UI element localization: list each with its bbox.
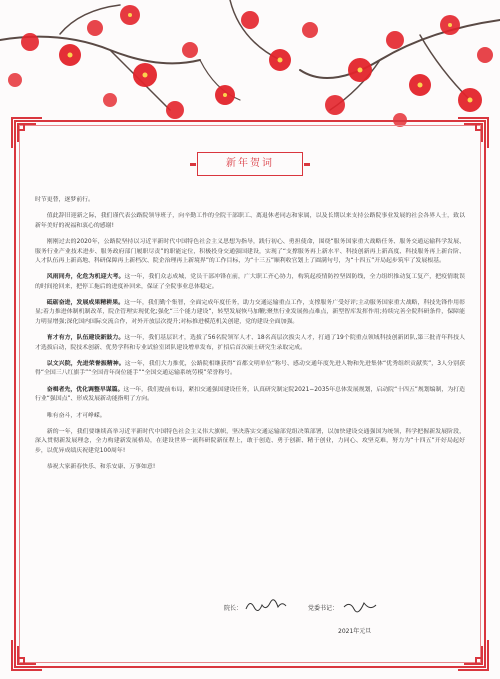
paragraph-lead: 风雨同舟，化危为机迎大考。	[46, 274, 125, 281]
paragraph-lead: 砥砺奋进，发展成果精耕果。	[46, 300, 125, 307]
paragraph-text: 新的一年，我们要继续高举习近平新时代中国特色社会主义伟大旗帜，坚决落实交通运输部党组决策部署，以加快建设交通强国为统领，科学把握新发展阶段，深入贯彻新发展理念，全力构建新发展格局，在建设世界一流科研院新征程上，敢于创造、勇于创新、精于创业，力同心、攻坚克难，努力为“十四五”开好局起好步，以优异成绩庆祝建党100周年!	[35, 429, 465, 454]
secretary-signature	[342, 597, 378, 615]
paragraph-text: 恭祝大家新春快乐、和乐安康、万事如意!	[46, 464, 156, 471]
paragraph-text: 值此辞旧迎新之际，我们谨代表公路院领导班子，向辛勤工作的全院干部职工、离退休老同志和家属，以及长期以来支持公路院事业发展的社会各界人士，致以新年美好的祝福和衷心的感谢!	[35, 213, 465, 229]
paragraph-text: 这一年，我们大力推优，公路院相继获得“首都文明单位”称号、感动交通年度先进人物和先进集体“优秀组织贡献奖”，3人分别获得“全国三八红旗手”“全国青年岗位能手”“全国交通运输系统劳模”荣誉称号。	[35, 360, 465, 377]
paragraph	[35, 238, 465, 266]
corner-ornament-top-left	[10, 116, 44, 150]
paragraph-text: 这一年，我们勤个集智，全面完成年度任务，助力交通运输重点工作，支撑服务广受好评;主动服务国家重大战略，科技先锋作用彰显;着力推进体制机制改革，院企管理实现优化;强化“三个能力建设”，转型发展恢马加鞭;聚焦行业发展热点难点，新型智库发挥作用;持续完善全院科研条件，保障能力明显增强;深化国内国际交流合作，对外开放层次提升;对标推进模范机关创建，党的建设全面加强。	[35, 300, 466, 325]
paragraph	[35, 463, 465, 472]
letter-body	[35, 196, 465, 480]
paragraph	[35, 212, 465, 231]
paragraph	[35, 273, 465, 292]
president-signature	[244, 597, 288, 615]
paragraph-text: 这一年，我们基层识才，选拔了56名院领军人才、18名高层次拔尖人才，打通了19个院重点领域科技创新团队,第三批青年科技人才选拔启动，院技术创新、优势学科和专业试验室团队建设增单发布，扩招后首次硕士研究生录取完成。	[35, 335, 466, 351]
paragraph-lead: 以文兴院，先进荣誉振精神。	[46, 360, 125, 367]
paragraph-text: 唯有奋斗，才可峥嵘。	[46, 412, 106, 419]
paragraph	[35, 334, 465, 353]
paragraph	[35, 360, 465, 379]
paragraph	[35, 386, 465, 405]
paragraph-text: 这一年，我们提前布局，紧扣交通强国建设任务，认真研究制定院2021−2035年总体发展规划，启动院“十四五”规划编制，为打造行业“强国点”、形成发展新动能指明了方向。	[35, 386, 466, 403]
secretary-label: 党委书记：	[308, 605, 339, 612]
paragraph	[35, 428, 465, 456]
paragraph-text: 刚刚过去的2020年，公路院坚持以习近平新时代中国特色社会主义思想为指导，践行初心、勇担使命，围绕“服务国家重大战略任务、服务交通运输科学发展、服务行业产业技术进步、服务政府部门履职尽责”的职能定位，积极投身交通强国建设，实现了“支撑服务再上新水平、科技创新再上新高度、科技服务再上新台阶、人才队伍再上新高地、科研保障再上新档次、院企治理再上新境界”的工作目标，为“十三五”顺利收官划上了圆满句号，为“十四五”开局起步筑牢了发展根基。	[35, 239, 465, 264]
paragraph	[35, 299, 465, 327]
corner-ornament-bottom-left	[10, 638, 44, 672]
page-title: 新年贺词	[226, 158, 274, 169]
paragraph-text: 这一年，我们众志成城，党员干部冲锋在前，广大职工齐心协力，构筑起疫情防控坚固防线，全力组织推动复工复产，把疫情耽误的时间抢回来，把停工拖后的进度补回来，保证了全院事业总体稳定。	[35, 274, 466, 290]
paragraph-lead: 育才有方，队伍建设新鼓力。	[46, 335, 125, 342]
corner-ornament-top-right	[456, 116, 490, 150]
paragraph-lead: 奋楫者先，优化调整早谋篇。	[46, 386, 124, 393]
date-line: 2021年元旦	[338, 628, 372, 635]
paragraph	[35, 412, 465, 421]
greeting-line: 时节更替，逐梦前行。	[35, 197, 94, 203]
president-label: 院长：	[224, 605, 243, 612]
corner-ornament-bottom-right	[456, 638, 490, 672]
